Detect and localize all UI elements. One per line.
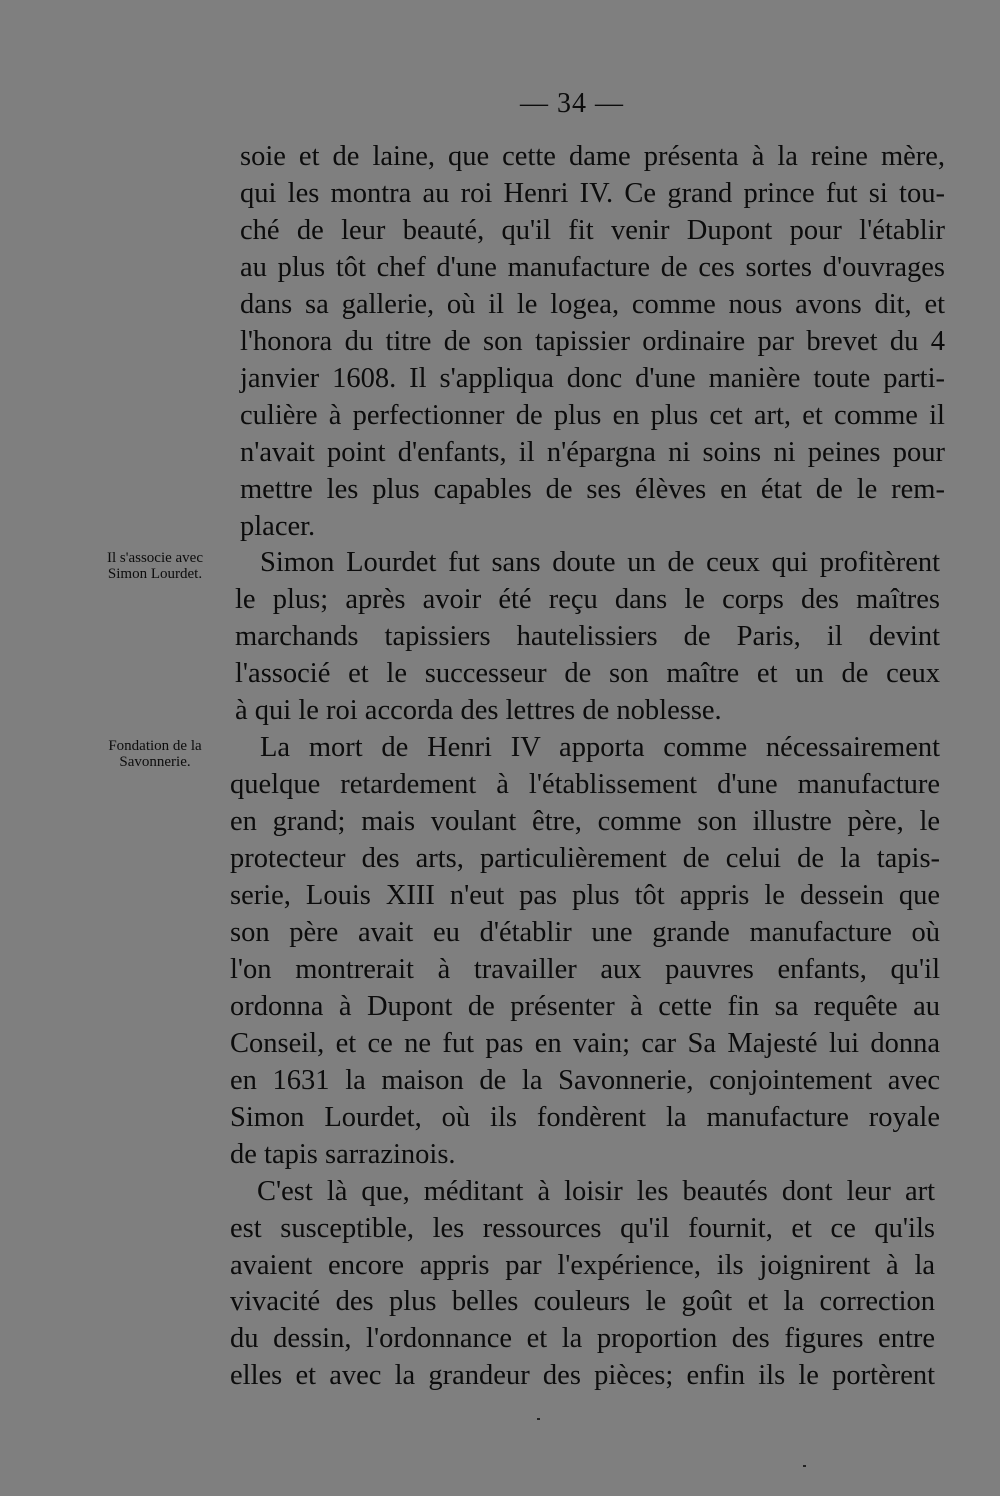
body-line: vivacité des plus belles couleurs le goût et la correction	[230, 1286, 935, 1317]
body-line: ordonna à Dupont de présenter à cette fin sa requête au	[230, 991, 941, 1022]
body-line: placer.	[240, 511, 316, 542]
margin-note-line: Simon Lourdet.	[107, 566, 203, 582]
body-line: La mort de Henri IV apporta comme nécessairement	[260, 732, 941, 763]
margin-note-line: Il s'associe avec	[107, 550, 203, 566]
body-line: culière à perfectionner de plus en plus cet art, et comme il	[240, 400, 945, 431]
margin-note-line: Fondation de la	[108, 738, 202, 754]
body-line: marchands tapissiers hautelissiers de Paris, il devint	[235, 621, 941, 652]
body-line: C'est là que, méditant à loisir les beautés dont leur art	[257, 1176, 936, 1207]
margin-note-simon	[80, 550, 230, 582]
body-line: le plus; après avoir été reçu dans le corps des maîtres	[235, 584, 941, 615]
margin-note-line: Savonnerie.	[119, 754, 191, 770]
print-speck	[537, 1418, 540, 1420]
body-line: mettre les plus capables de ses élèves en état de le rem-	[240, 474, 945, 505]
body-line: qui les montra au roi Henri IV. Ce grand prince fut si tou-	[240, 178, 945, 209]
body-line: l'on montrerait à travailler aux pauvres enfants, qu'il	[230, 954, 941, 985]
body-line: serie, Louis XIII n'eut pas plus tôt appris le dessein que	[230, 880, 941, 911]
body-line: au plus tôt chef d'une manufacture de ces sortes d'ouvrages	[240, 252, 945, 283]
body-line: n'avait point d'enfants, il n'épargna ni soins ni peines pour	[240, 437, 945, 468]
body-line: Conseil, et ce ne fut pas en vain; car Sa Majesté lui donna	[230, 1028, 941, 1059]
body-line: avaient encore appris par l'expérience, ils joignirent à la	[230, 1250, 936, 1281]
body-line: est susceptible, les ressources qu'il fournit, et ce qu'ils	[230, 1213, 935, 1244]
body-line: du dessin, l'ordonnance et la proportion des figures entre	[230, 1323, 936, 1354]
body-line: Simon Lourdet, où ils fondèrent la manufacture royale	[230, 1102, 941, 1133]
body-line: de tapis sarrazinois.	[230, 1139, 456, 1170]
body-line: elles et avec la grandeur des pièces; enfin ils le portèrent	[230, 1360, 936, 1391]
body-line: soie et de laine, que cette dame présenta à la reine mère,	[240, 141, 946, 172]
body-line: dans sa gallerie, où il le logea, comme nous avons dit, et	[240, 289, 946, 320]
body-line: quelque retardement à l'établissement d'une manufacture	[230, 769, 941, 800]
body-line: à qui le roi accorda des lettres de noblesse.	[235, 695, 722, 726]
body-line: protecteur des arts, particulièrement de celui de la tapis-	[230, 843, 941, 874]
body-line: janvier 1608. Il s'appliqua donc d'une manière toute parti-	[240, 363, 945, 394]
body-line: l'honora du titre de son tapissier ordinaire par brevet du 4	[240, 326, 946, 357]
body-line: Simon Lourdet fut sans doute un de ceux qui profitèrent	[260, 547, 941, 578]
body-line: en 1631 la maison de la Savonnerie, conjointement avec	[230, 1065, 940, 1096]
body-line: ché de leur beauté, qu'il fit venir Dupont pour l'établir	[240, 215, 946, 246]
body-line: son père avait eu d'établir une grande manufacture où	[230, 917, 941, 948]
page-number: — 34 —	[520, 88, 624, 119]
margin-note-fondation	[80, 738, 230, 770]
print-speck	[803, 1465, 806, 1467]
body-line: l'associé et le successeur de son maître et un de ceux	[235, 658, 940, 689]
body-line: en grand; mais voulant être, comme son illustre père, le	[230, 806, 941, 837]
